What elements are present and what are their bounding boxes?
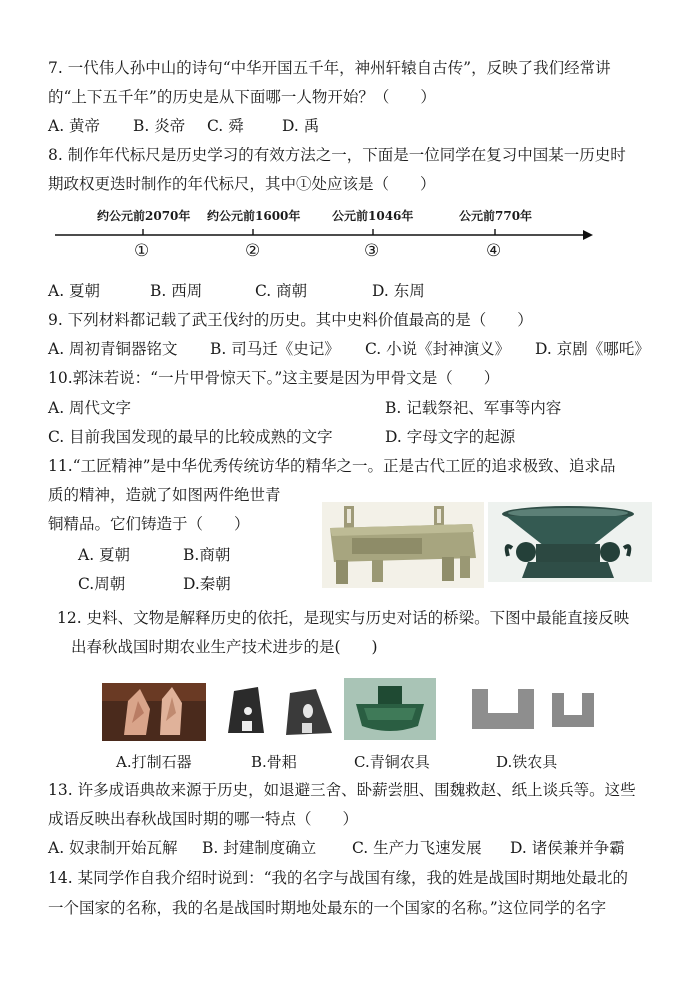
q13-option-a: A. 奴隶制开始瓦解: [48, 839, 178, 857]
bronze-tool-image: [344, 678, 436, 740]
q8-option-c: C. 商朝: [255, 282, 308, 300]
timeline-label-2: 约公元前1600年: [207, 209, 301, 223]
q11-option-d: D.秦朝: [183, 575, 231, 593]
q8-stem-line1: 8. 制作年代标尺是历史学习的有效方法之一，下面是一位同学在复习中国某一历史时: [48, 146, 626, 164]
q12-caption-b: B.骨耜: [251, 753, 297, 771]
q9-option-b: B. 司马迁《史记》: [210, 340, 340, 358]
q7-stem-line1: 7. 一代伟人孙中山的诗句“中华开国五千年，神州轩辕自古传”，反映了我们经常讲: [48, 59, 611, 77]
q10-option-b: B. 记载祭祀、军事等内容: [385, 399, 562, 417]
q12-stem-line2: 出春秋战国时期农业生产技术进步的是( ): [71, 638, 378, 656]
q7-option-b: B. 炎帝: [133, 117, 186, 135]
bronze-zun-image: [488, 502, 652, 582]
q10-stem: 10.郭沫若说：“一片甲骨惊天下。”这主要是因为甲骨文是（ ）: [48, 369, 500, 387]
timeline-mark-2: ②: [245, 241, 261, 261]
q8-option-d: D. 东周: [372, 282, 425, 300]
q12-caption-a: A.打制石器: [116, 753, 192, 771]
timeline-label-3: 公元前1046年: [332, 209, 414, 223]
q9-option-a: A. 周初青铜器铭文: [48, 340, 178, 358]
timeline-mark-1: ①: [134, 241, 150, 261]
timeline-mark-3: ③: [364, 241, 380, 261]
bone-spade-image: [220, 683, 338, 739]
iron-tools-image: [466, 683, 606, 735]
q10-option-a: A. 周代文字: [48, 399, 132, 417]
q14-stem-line1: 14. 某同学作自我介绍时说到：“我的名字与战国有缘，我的姓是战国时期地处最北的: [48, 869, 629, 887]
bronze-ding-image: [322, 502, 484, 588]
q10-option-c: C. 目前我国发现的最早的比较成熟的文字: [48, 428, 333, 446]
q7-option-d: D. 禹: [282, 117, 320, 135]
q8-option-a: A. 夏朝: [48, 282, 101, 300]
timeline-label-4: 公元前770年: [459, 209, 533, 223]
q11-option-b: B.商朝: [183, 546, 231, 564]
q11-option-a: A. 夏朝: [78, 546, 131, 564]
q7-stem-line2: 的“上下五千年”的历史是从下面哪一人物开始？（ ）: [48, 88, 436, 106]
timeline-label-1: 约公元前2070年: [97, 209, 191, 223]
q12-stem-line1: 12. 史料、文物是解释历史的依托，是现实与历史对话的桥梁。下图中最能直接反映: [57, 609, 630, 627]
q11-stem-line1: 11.“工匠精神”是中华优秀传统访华的精华之一。正是古代工匠的追求极致、追求品: [48, 457, 616, 475]
q13-stem-line1: 13. 许多成语典故来源于历史，如退避三舍、卧薪尝胆、围魏救赵、纸上谈兵等。这些: [48, 781, 636, 799]
q7-option-a: A. 黄帝: [48, 117, 101, 135]
q11-stem-line3: 铜精品。它们铸造于（ ）: [48, 515, 250, 533]
q9-option-d: D. 京剧《哪吒》: [535, 340, 650, 358]
q9-stem: 9. 下列材料都记载了武王伐纣的历史。其中史料价值最高的是（ ）: [48, 311, 533, 329]
q8-option-b: B. 西周: [150, 282, 203, 300]
q11-stem-line2: 质的精神，造就了如图两件绝世青: [48, 486, 281, 504]
q12-caption-d: D.铁农具: [496, 753, 558, 771]
q13-option-b: B. 封建制度确立: [202, 839, 317, 857]
q13-option-c: C. 生产力飞速发展: [352, 839, 482, 857]
q14-stem-line2: 一个国家的名称，我的名是战国时期地处最东的一个国家的名称。”这位同学的名字: [48, 899, 607, 917]
timeline-mark-4: ④: [486, 241, 502, 261]
q13-option-d: D. 诸侯兼并争霸: [510, 839, 625, 857]
q10-option-d: D. 字母文字的起源: [385, 428, 516, 446]
q11-option-c: C.周朝: [78, 575, 126, 593]
q8-stem-line2: 期政权更迭时制作的年代标尺，其中①处应该是（ ）: [48, 175, 436, 193]
stone-tools-image: [102, 683, 206, 741]
q12-caption-c: C.青铜农具: [354, 753, 430, 771]
q13-stem-line2: 成语反映出春秋战国时期的哪一特点（ ）: [48, 810, 359, 828]
q9-option-c: C. 小说《封神演义》: [365, 340, 511, 358]
q7-option-c: C. 舜: [207, 117, 244, 135]
